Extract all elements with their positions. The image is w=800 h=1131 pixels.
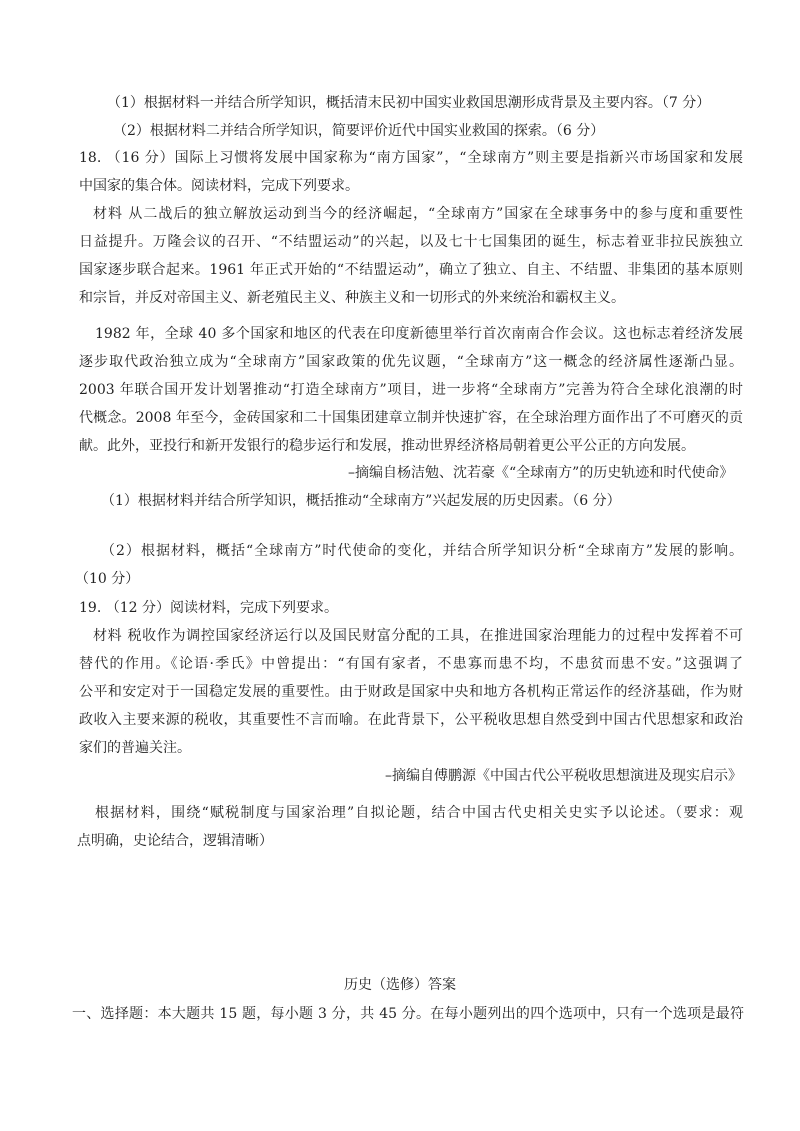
q18-material-line: 1982 年，全球 40 多个国家和地区的代表在印度新德里举行首次南南合作会议。这也标志着经济发展 — [95, 326, 743, 342]
q19-material-line: 公平和安定对于一国稳定发展的重要性。由于财政是国家中央和地方各机构正常运作的经济基础，作为财 — [79, 684, 743, 700]
answers-title: 历史（选修）答案 — [344, 977, 456, 993]
q18-material-line: 献。此外，亚投行和新开发银行的稳步运行和发展，推动世界经济格局朝着更公平公正的方向发展。 — [79, 438, 695, 454]
q18-source: –摘编自杨洁勉、沈若豪《“全球南方”的历史轨迹和时代使命》 — [348, 465, 734, 481]
q19-stem: 19. （12 分）阅读材料，完成下列要求。 — [79, 600, 338, 616]
q17-sub2: （2）根据材料二并结合所学知识，简要评价近代中国实业救国的探索。（6 分） — [113, 123, 605, 139]
q19-material-line: 家们的普遍关注。 — [79, 740, 191, 756]
q18-sub2-line: （2）根据材料，概括“全球南方”时代使命的变化，并结合所学知识分析“全球南方”发展的影响。 — [101, 543, 743, 559]
q18-sub1: （1）根据材料并结合所学知识，概括推动“全球南方”兴起发展的历史因素。（6 分） — [101, 493, 621, 509]
q18-material-line: 日益提升。万隆会议的召开、“不结盟运动”的兴起，以及七十七国集团的诞生，标志着亚非拉民族独立 — [79, 234, 743, 250]
q18-material-line: 代概念。2008 年至今，金砖国家和二十国集团建章立制并快速扩容，在全球治理方面作出了不可磨灭的贡 — [79, 410, 743, 426]
q18-material-line: 国家逐步联合起来。1961 年正式开始的“不结盟运动”，确立了独立、自主、不结盟、非集团的基本原则 — [79, 262, 743, 278]
q19-task-line: 根据材料，围绕“赋税制度与国家治理”自拟论题，结合中国古代史相关史实予以论述。（要求：观 — [95, 805, 743, 821]
q18-material-line: 材料 从二战后的独立解放运动到当今的经济崛起，“全球南方”国家在全球事务中的参与度和重要性 — [93, 206, 743, 222]
q18-stem-line: 18. （16 分）国际上习惯将发展中国家称为“南方国家”，“全球南方”则主要是指新兴市场国家和发展 — [79, 150, 743, 166]
q19-material-line: 政收入主要来源的税收，其重要性不言而喻。在此背景下，公平税收思想自然受到中国古代思想家和政治 — [79, 712, 743, 728]
q18-stem-line: 中国家的集合体。阅读材料，完成下列要求。 — [79, 178, 359, 194]
q19-task-line: 点明确，史论结合，逻辑清晰） — [77, 833, 273, 849]
q17-sub1: （1）根据材料一并结合所学知识，概括清末民初中国实业救国思潮形成背景及主要内容。（7 分） — [107, 95, 711, 111]
q18-sub2-line: （10 分） — [75, 571, 140, 587]
q19-material-line: 材料 税收作为调控国家经济运行以及国民财富分配的工具，在推进国家治理能力的过程中发挥着不可 — [93, 628, 743, 644]
answers-section1: 一、选择题：本大题共 15 题，每小题 3 分，共 45 分。在每小题列出的四个选项中，只有一个选项是最符 — [72, 1006, 744, 1022]
q18-material-line: 逐步取代政治独立成为“全球南方”国家政策的优先议题，“全球南方”这一概念的经济属性逐渐凸显。 — [79, 354, 743, 370]
q18-material-line: 和宗旨，并反对帝国主义、新老殖民主义、种族主义和一切形式的外来统治和霸权主义。 — [79, 290, 625, 306]
q18-material-line: 2003 年联合国开发计划署推动“打造全球南方”项目，进一步将“全球南方”完善为符合全球化浪潮的时 — [79, 382, 743, 398]
q19-source: –摘编自傅鹏源《中国古代公平税收思想演进及现实启示》 — [385, 768, 742, 784]
q19-material-line: 替代的作用。《论语·季氏》中曾提出：“有国有家者，不患寡而患不均，不患贫而患不安。”这强调了 — [79, 656, 743, 672]
